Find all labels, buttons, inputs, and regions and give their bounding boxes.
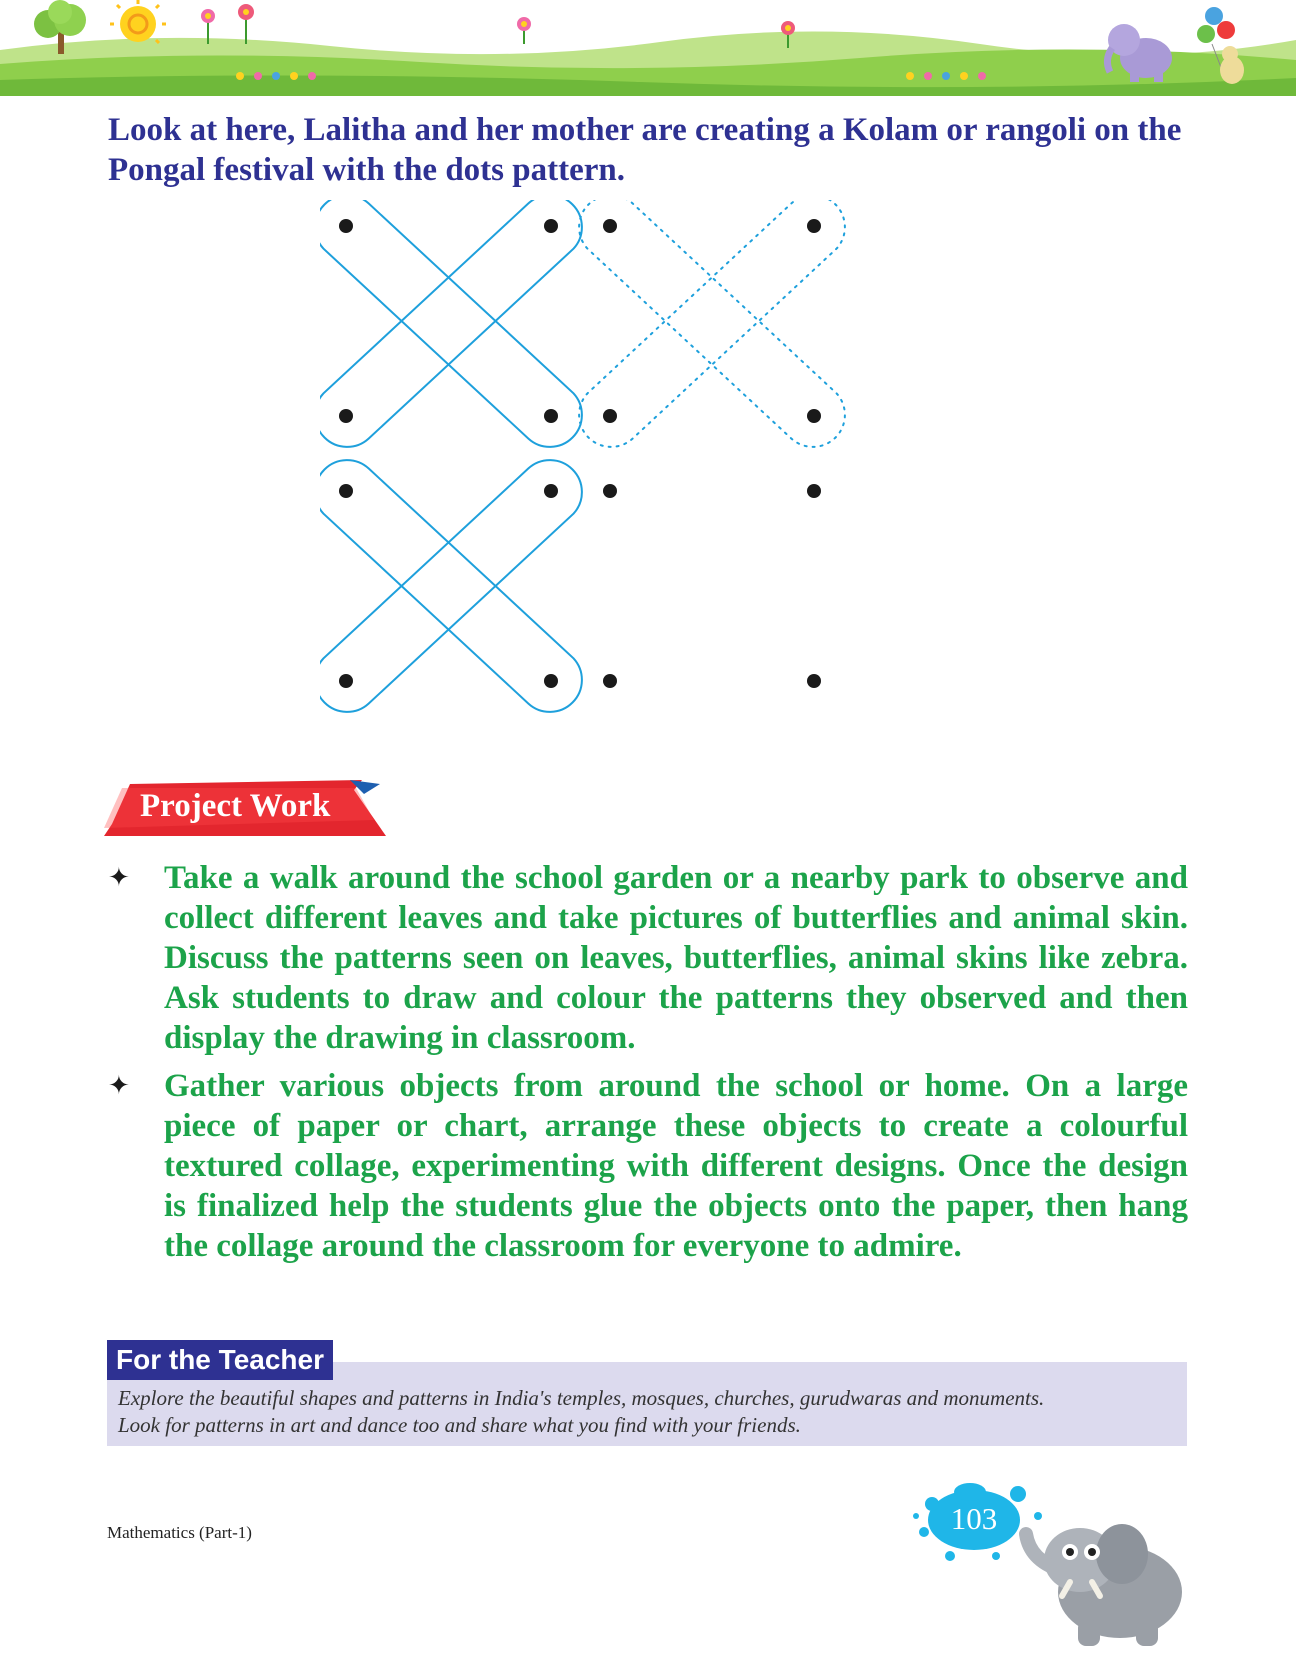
kolam-loop-solid (320, 460, 582, 712)
kolam-dot (339, 409, 353, 423)
kolam-loop-solid (320, 200, 582, 447)
kolam-loop-solid (320, 460, 582, 712)
page-corner-illustration (910, 1464, 1230, 1654)
kolam-dot (544, 409, 558, 423)
elephant-icon (1026, 1524, 1182, 1646)
kolam-loop-solid (320, 200, 582, 447)
kolam-loop-dotted (579, 200, 845, 447)
teacher-note-line: Look for patterns in art and dance too and share what you find with your friends. (118, 1413, 801, 1437)
star-bullet-icon: ✦ (108, 1071, 130, 1101)
project-work-heading: Project Work (140, 788, 331, 824)
kolam-dot (603, 674, 617, 688)
kolam-dot (807, 219, 821, 233)
kolam-dot (339, 674, 353, 688)
list-item (108, 1066, 1188, 1266)
teacher-note-line: Explore the beautiful shapes and patterns in India's temples, mosques, churches, gurudwaras and monuments. (118, 1386, 1045, 1410)
intro-paragraph: Look at here, Lalitha and her mother are creating a Kolam or rangoli on the Pongal festival with the dots pattern. (108, 112, 1182, 188)
star-bullet-icon: ✦ (108, 863, 130, 893)
kolam-dot (339, 219, 353, 233)
kolam-illustration (320, 200, 900, 760)
kolam-dot (339, 484, 353, 498)
header-banner-illustration (0, 0, 1296, 96)
project-work-list (108, 858, 1188, 1274)
kolam-dot (603, 219, 617, 233)
teacher-note-text (118, 1385, 1182, 1439)
page-number: 103 (950, 1501, 998, 1536)
list-item-text: Take a walk around the school garden or a nearby park to observe and collect different leaves and take pictures of butterflies and animal skin. Discuss the patterns seen on leaves, butterflies, animal skins like zebra. Ask students to draw and colour the patterns they observed and then display the drawing in classroom. (164, 860, 1188, 1056)
kolam-dot (544, 484, 558, 498)
book-title: Mathematics (Part-1) (107, 1523, 252, 1542)
kolam-loop-dotted (579, 200, 845, 447)
kolam-dot (544, 219, 558, 233)
kolam-dot (807, 674, 821, 688)
list-item (108, 858, 1188, 1058)
teacher-note-heading: For the Teacher (107, 1340, 333, 1380)
kolam-dot (807, 409, 821, 423)
kolam-dot (603, 484, 617, 498)
list-item-text: Gather various objects from around the school or home. On a large piece of paper or chart, arrange these objects to create a colourful textured collage, experimenting with different designs. Once the design is finalized help the students glue the objects onto the paper, then hang the collage around the classroom for everyone to admire. (164, 1068, 1188, 1264)
kolam-dot (544, 674, 558, 688)
kolam-dot (603, 409, 617, 423)
kolam-dot (807, 484, 821, 498)
